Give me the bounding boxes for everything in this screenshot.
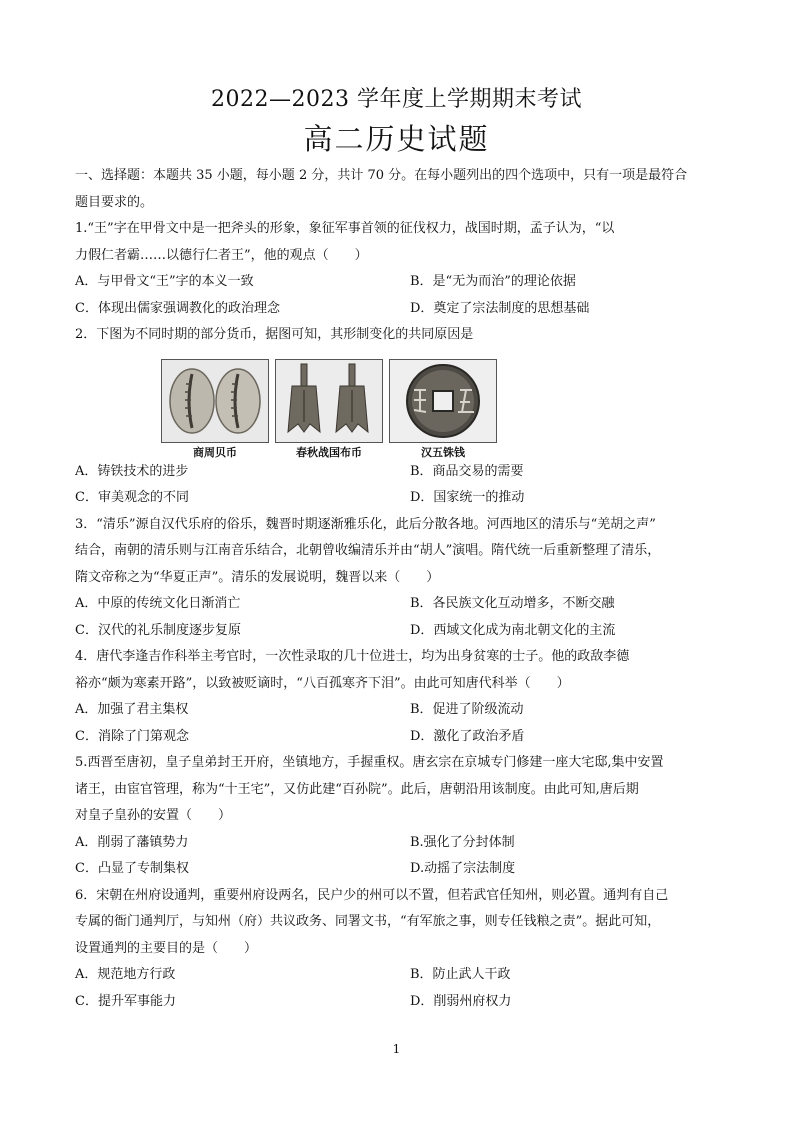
figure-caption: 汉五铢钱 [421,445,465,459]
question-3-options-row [75,591,723,618]
option-c: C．体现出儒家强调教化的政治理念 [75,300,280,316]
page-number: 1 [392,1042,401,1056]
question-1-stem: 力假仁者霸……以德行仁者王”，他的观点（ ） [75,247,368,263]
question-2-stem: 2．下图为不同时期的部分货币，据图可知，其形制变化的共同原因是 [75,327,474,342]
question-3-stem: 隋文帝称之为“华夏正声”。清乐的发展说明，魏晋以来（ ） [75,569,440,585]
option-b: B.强化了分封体制 [410,834,515,850]
figure-item [275,359,383,459]
figure-caption: 春秋战国布币 [296,445,362,459]
option-c: C．汉代的礼乐制度逐步复原 [75,622,241,638]
question-5-options-row [75,830,723,857]
option-d: D.动摇了宗法制度 [410,861,516,876]
question-6-stem: 设置通判的主要目的是（ ） [75,940,258,956]
question-5-stem: 5.西晋至唐初，皇子皇弟封王开府，坐镇地方，手握重权。唐玄宗在京城专门修建一座大宅邸,集中安置 [75,755,664,770]
shell-coins-image [161,359,269,443]
question-3-stem: 结合，南朝的清乐则与江南音乐结合，北朝曾收编清乐并由“胡人”演唱。隋代统一后重新整理了清乐， [75,543,661,558]
option-b: B．各民族文化互动增多，不断交融 [410,596,615,611]
option-a: A．削弱了藩镇势力 [75,834,189,850]
question-5-options-row [75,856,723,883]
option-c: C．审美观念的不同 [75,490,189,505]
option-c: C．提升军事能力 [75,993,176,1009]
option-b: B．是“无为而治”的理论依据 [410,274,576,289]
currency-figure [161,359,723,459]
option-d: D．奠定了宗法制度的思想基础 [410,300,590,316]
question-6-options-row [75,989,723,1016]
question-5-stem: 诸王，由宦官管理，称为“十王宅”，又仿此建“百孙院”。此后，唐朝沿用该制度。由此可知,唐后期 [75,781,639,797]
question-4-stem: 裕亦“颇为寒素开路”，以致被贬谪时，“八百孤寒齐下泪”。由此可知唐代科举（ ） [75,675,570,691]
question-4-options-row [75,697,723,724]
question-6-stem: 专属的衙门通判厅，与知州（府）共议政务、同署文书，“有军旅之事，则专任钱粮之责”。据此可知， [75,914,661,929]
option-a: A．与甲骨文“王”字的本义一致 [75,274,254,289]
option-c: C．凸显了专制集权 [75,861,189,876]
question-6-stem: 6．宋朝在州府设通判，重要州府设两名，民户少的州可以不置，但若武官任知州，则必置。通判有自己 [75,887,669,903]
spade-coins-image [275,359,383,443]
question-1-options-row [75,296,723,323]
figure-caption: 商周贝币 [193,445,237,459]
question-1-options-row [75,269,723,296]
option-b: B．商品交易的需要 [410,463,524,479]
figure-item [389,359,497,459]
question-2-options-row [75,459,723,486]
option-b: B．促进了阶级流动 [410,702,524,717]
option-c: C．消除了门第观念 [75,728,189,744]
question-4-stem: 4．唐代李逢吉作科举主考官时，一次性录取的几十位进士，均为出身贫寒的士子。他的政敌李德 [75,649,630,664]
option-d: D．削弱州府权力 [410,993,512,1009]
question-2-options-row [75,485,723,512]
section-instruction-line: 题目要求的。 [75,194,154,210]
exam-subject-title: 高二历史试题 [303,122,490,156]
option-a: A．加强了君主集权 [75,702,189,717]
option-a: A．中原的传统文化日渐消亡 [75,596,241,611]
option-a: A．铸铁技术的进步 [75,463,189,479]
exam-content [75,163,723,1015]
question-1-stem: 1.“王”字在甲骨文中是一把斧头的形象，象征军事首领的征伐权力，战国时期，孟子认为，“以 [75,221,615,236]
question-4-options-row [75,724,723,751]
option-d: D．国家统一的推动 [410,490,525,505]
question-3-stem: 3．“清乐”源自汉代乐府的俗乐，魏晋时期逐渐雅乐化，此后分散各地。河西地区的清乐与“羌胡之声” [75,516,656,532]
question-3-options-row [75,618,723,645]
question-6-options-row [75,962,723,989]
question-5-stem: 对皇子皇孙的安置（ ） [75,808,232,823]
option-b: B．防止武人干政 [410,967,511,982]
option-d: D．激化了政治矛盾 [410,728,525,744]
option-d: D．西域文化成为南北朝文化的主流 [410,622,616,638]
figure-item [161,359,269,459]
option-a: A．规范地方行政 [75,967,176,982]
exam-title: 2022—2023 学年度上学期期末考试 [211,87,582,112]
section-instruction-line: 一、选择题：本题共 35 小题，每小题 2 分，共计 70 分。在每小题列出的四个选项中，只有一项是最符合 [75,168,688,183]
wuzhu-coin-image [389,359,497,443]
